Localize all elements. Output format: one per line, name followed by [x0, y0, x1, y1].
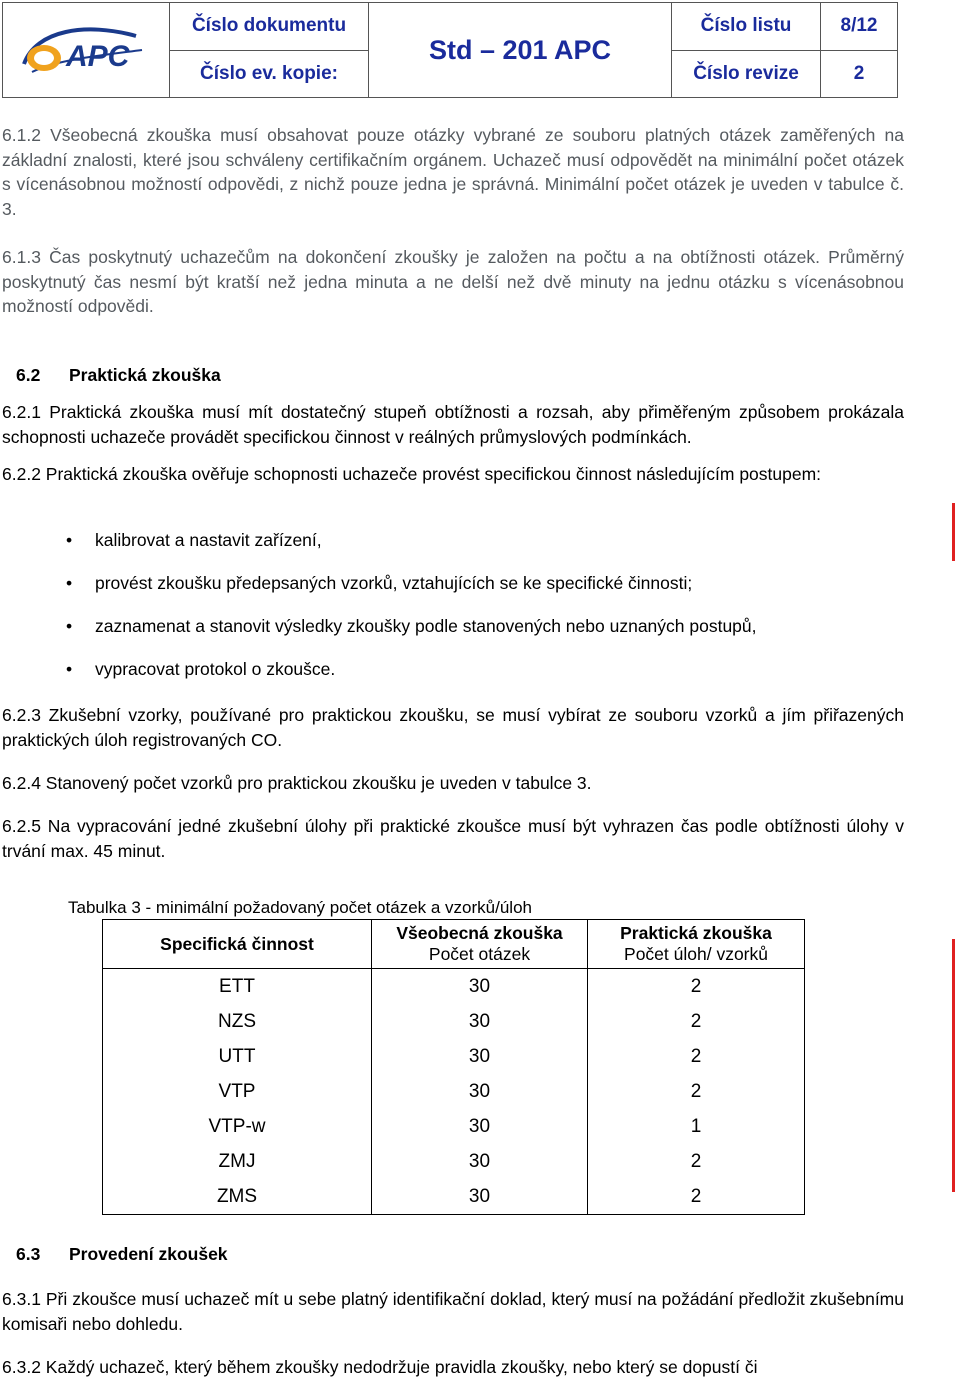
table-cell: ZMJ	[103, 1144, 372, 1179]
table-cell: 2	[588, 969, 805, 1005]
table-row	[103, 1004, 805, 1039]
doc-number-label: Číslo dokumentu	[170, 3, 369, 51]
table-cell: 2	[588, 1004, 805, 1039]
copy-number-label: Číslo ev. kopie:	[170, 50, 369, 98]
paragraph-6-2-5: 6.2.5 Na vypracování jedné zkušební úlohy při praktické zkoušce musí být vyhrazen čas podle obtížnosti úlohy v trvání max. 45 minut.	[2, 816, 904, 861]
table-cell: ETT	[103, 969, 372, 1005]
table-cell: 30	[372, 1039, 588, 1074]
column-header-label: Praktická zkouška	[620, 923, 772, 943]
column-header-sub: Počet otázek	[428, 944, 531, 964]
revision-label: Číslo revize	[672, 50, 821, 98]
bullet-icon: •	[66, 573, 73, 593]
table-cell: VTP-w	[103, 1109, 372, 1144]
doc-id: Std – 201 APC	[369, 3, 672, 98]
table-caption: Tabulka 3 - minimální požadovaný počet otázek a vzorků/úloh	[68, 898, 532, 917]
paragraph-6-2-4: 6.2.4 Stanovený počet vzorků pro praktickou zkoušku je uveden v tabulce 3.	[2, 773, 592, 793]
table-cell: 30	[372, 1004, 588, 1039]
section-title: Provedení zkoušek	[69, 1244, 228, 1264]
paragraph-6-3-2: 6.3.2 Každý uchazeč, který během zkoušky nedodržuje pravidla zkoušky, nebo který se dopustí či	[2, 1357, 758, 1377]
table-row	[103, 1074, 805, 1109]
column-header-general-exam	[372, 920, 588, 969]
paragraph-6-2-2: 6.2.2 Praktická zkouška ověřuje schopnosti uchazeče provést specifickou činnost následujícím postupem:	[2, 464, 822, 484]
table-cell: UTT	[103, 1039, 372, 1074]
column-header-sub: Počet úloh/ vzorků	[624, 944, 768, 964]
bullet-icon: •	[66, 659, 73, 679]
table-row	[103, 1039, 805, 1074]
section-number: 6.3	[16, 1244, 41, 1264]
list-item-text: provést zkoušku předepsaných vzorků, vztahujících se ke specifické činnosti;	[95, 573, 693, 593]
list-item-text: zaznamenat a stanovit výsledky zkoušky podle stanovených nebo uznaných postupů,	[95, 616, 757, 636]
table-row	[103, 1179, 805, 1215]
logo-text: APC	[66, 40, 130, 73]
paragraph-6-3-1: 6.3.1 Při zkoušce musí uchazeč mít u sebe platný identifikační doklad, který musí na požádání předložit zkušebnímu komisaři nebo dohledu.	[2, 1289, 904, 1334]
list-item-text: vypracovat protokol o zkoušce.	[95, 659, 336, 679]
paragraph-6-2-3: 6.2.3 Zkušební vzorky, používané pro praktickou zkoušku, se musí vybírat ze souboru vzorků a jím přiřazených praktických úloh registrovaných CO.	[2, 705, 904, 750]
table-cell: ZMS	[103, 1179, 372, 1215]
table-3	[102, 919, 805, 1215]
list-item-text: kalibrovat a nastavit zařízení,	[95, 530, 322, 550]
table-cell: 2	[588, 1179, 805, 1215]
table-cell: 30	[372, 1179, 588, 1215]
apc-logo	[16, 20, 156, 80]
paragraph-6-1-3: 6.1.3 Čas poskytnutý uchazečům na dokončení zkoušky je založen na počtu a na obtížnosti otázek. Průměrný poskytnutý čas nesmí být kratší než jedna minuta a ne delší než dvě minuty na jednu otázku s vícenásobnou možností odpovědi.	[2, 247, 904, 316]
sheet-label: Číslo listu	[672, 3, 821, 51]
section-title: Praktická zkouška	[69, 365, 221, 385]
paragraph-6-1-2: 6.1.2 Všeobecná zkouška musí obsahovat pouze otázky vybrané ze souboru platných otázek zaměřených na základní znalosti, které jsou schváleny certifikačním orgánem. Uchazeč musí odpovědět na minimální počet otázek s vícenásobnou možností odpovědi, z nichž pouze jedna je správná. Minimální počet otázek je uveden v tabulce č. 3.	[2, 125, 904, 219]
table-cell: 30	[372, 1144, 588, 1179]
paragraph-6-2-1: 6.2.1 Praktická zkouška musí mít dostatečný stupeň obtížnosti a rozsah, aby přiměřeným způsobem prokázala schopnosti uchazeče provádět specifickou činnost v reálných průmyslových podmínkách.	[2, 402, 904, 447]
logo-cell	[3, 3, 170, 98]
table-cell: VTP	[103, 1074, 372, 1109]
table-row	[103, 1109, 805, 1144]
column-header-practical-exam	[588, 920, 805, 969]
table-cell: 30	[372, 969, 588, 1005]
table-cell: 2	[588, 1074, 805, 1109]
table-row	[103, 969, 805, 1005]
bullet-icon: •	[66, 616, 73, 636]
table-row	[103, 1144, 805, 1179]
column-header-label: Všeobecná zkouška	[396, 923, 563, 943]
section-6-2-heading	[16, 365, 221, 386]
column-header-label: Specifická činnost	[160, 933, 314, 954]
revision-marker	[952, 939, 955, 1192]
table-cell: 30	[372, 1074, 588, 1109]
sheet-value: 8/12	[821, 3, 898, 51]
table-cell: 2	[588, 1039, 805, 1074]
revision-marker	[952, 503, 955, 561]
document-header	[2, 2, 898, 98]
section-6-3-heading	[16, 1244, 228, 1265]
column-header-activity	[103, 920, 372, 969]
table-cell: 2	[588, 1144, 805, 1179]
table-cell: 30	[372, 1109, 588, 1144]
revision-value: 2	[821, 50, 898, 98]
table-cell: 1	[588, 1109, 805, 1144]
section-number: 6.2	[16, 365, 41, 385]
bullet-icon: •	[66, 530, 73, 550]
table-cell: NZS	[103, 1004, 372, 1039]
